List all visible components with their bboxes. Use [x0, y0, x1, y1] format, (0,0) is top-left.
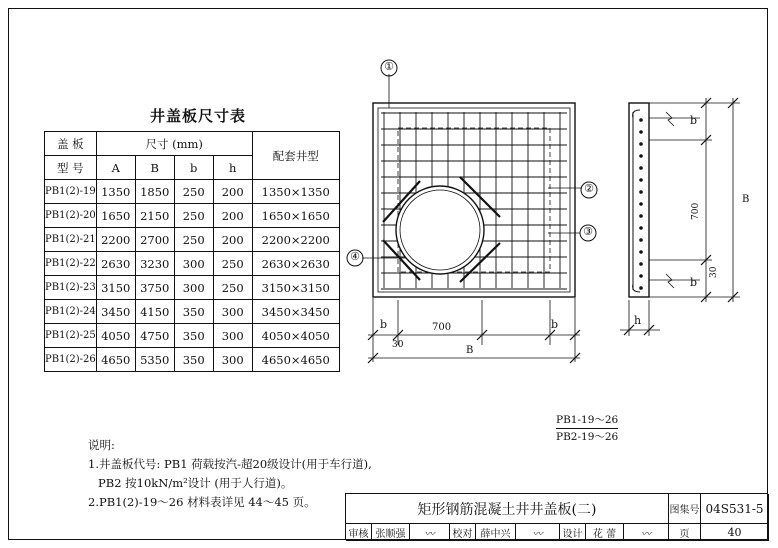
cell-b: 350 [174, 300, 213, 324]
notes-item-1: 1.井盖板代号: PB1 荷载按汽-超20级设计(用于车行道), [88, 457, 372, 471]
cell-h: 200 [213, 204, 252, 228]
cell-b: 300 [174, 276, 213, 300]
cell-h: 300 [213, 348, 252, 372]
section-dim-h: h [634, 314, 642, 327]
cell-h: 200 [213, 180, 252, 204]
cell-code: PB1(2)-19 [45, 180, 97, 204]
caption-line-1: PB1-19～26 [556, 412, 618, 429]
table-title: 井盖板尺寸表 [150, 107, 247, 125]
cell-well: 3450×3450 [252, 300, 339, 324]
marker-4: ④ [350, 250, 360, 263]
dim-b-left: b [380, 318, 388, 331]
cell-well: 4650×4650 [252, 348, 339, 372]
header-dim-group: 尺寸 (mm) [96, 132, 252, 156]
cell-code: PB1(2)-24 [45, 300, 97, 324]
section-dim-30: 30 [709, 266, 719, 278]
cell-h: 200 [213, 228, 252, 252]
header-col-h: h [213, 156, 252, 180]
cell-b: 350 [174, 324, 213, 348]
cell-code: PB1(2)-26 [45, 348, 97, 372]
cell-h: 250 [213, 276, 252, 300]
page-number: 40 [701, 524, 769, 541]
header-code: 盖 板 [45, 132, 97, 156]
header-code-2: 型 号 [45, 156, 97, 180]
marker-3: ③ [583, 225, 593, 238]
section-dim-b-top: b [690, 114, 698, 127]
cell-A: 1650 [96, 204, 135, 228]
caption-line-2: PB2-19～26 [556, 431, 619, 443]
checker: 薛中兴 [476, 524, 516, 541]
cell-h: 300 [213, 324, 252, 348]
notes-item-1b: PB2 按10kN/m²设计 (用于人行道)。 [98, 476, 293, 490]
cell-code: PB1(2)-25 [45, 324, 97, 348]
designer-signature: 〰 [624, 524, 669, 541]
cell-b: 300 [174, 252, 213, 276]
page-label: 页 [669, 524, 701, 541]
cell-well: 2200×2200 [252, 228, 339, 252]
cell-well: 3150×3150 [252, 276, 339, 300]
cell-B: 3750 [135, 276, 174, 300]
cell-code: PB1(2)-23 [45, 276, 97, 300]
reviewer: 张顺强 [372, 524, 410, 541]
marker-2: ② [584, 182, 594, 195]
design-label: 设计 [560, 524, 586, 541]
drawing-caption [556, 412, 618, 444]
cell-B: 5350 [135, 348, 174, 372]
cell-B: 4150 [135, 300, 174, 324]
cell-b: 250 [174, 204, 213, 228]
cell-A: 1350 [96, 180, 135, 204]
cell-well: 4050×4050 [252, 324, 339, 348]
cell-h: 300 [213, 300, 252, 324]
cell-A: 4050 [96, 324, 135, 348]
cell-B: 2150 [135, 204, 174, 228]
dim-B: B [466, 345, 474, 356]
section-view [620, 98, 740, 336]
header-col-B: B [135, 156, 174, 180]
cell-b: 250 [174, 180, 213, 204]
cell-b: 250 [174, 228, 213, 252]
header-matching: 配套井型 [252, 132, 339, 180]
cell-A: 3450 [96, 300, 135, 324]
cell-A: 3150 [96, 276, 135, 300]
designer: 花 蕾 [586, 524, 624, 541]
marker-1: ① [384, 60, 394, 73]
cell-well: 1350×1350 [252, 180, 339, 204]
notes [88, 436, 372, 512]
cell-well: 2630×2630 [252, 252, 339, 276]
cell-A: 2630 [96, 252, 135, 276]
atlas-number: 04S531-5 [701, 494, 769, 524]
plan-dimensions [368, 298, 580, 363]
header-col-A: A [96, 156, 135, 180]
header-col-b: b [174, 156, 213, 180]
checker-signature: 〰 [516, 524, 560, 541]
title-block [345, 493, 768, 540]
drawing-title: 矩形钢筋混凝土井井盖板(二) [346, 494, 669, 524]
section-dim-B: B [742, 194, 750, 205]
section-dim-b-bottom: b [690, 276, 698, 289]
cell-B: 1850 [135, 180, 174, 204]
cell-B: 4750 [135, 324, 174, 348]
cell-A: 2200 [96, 228, 135, 252]
reviewer-signature: 〰 [410, 524, 450, 541]
cell-b: 350 [174, 348, 213, 372]
notes-heading: 说明: [88, 438, 115, 452]
cell-code: PB1(2)-22 [45, 252, 97, 276]
review-label: 审核 [346, 524, 372, 541]
notes-item-2: 2.PB1(2)-19～26 材料表详见 44～45 页。 [88, 495, 316, 509]
dim-700: 700 [432, 322, 452, 333]
cell-A: 4650 [96, 348, 135, 372]
plan-opening-inner [400, 190, 480, 270]
cell-h: 250 [213, 252, 252, 276]
check-label: 校对 [450, 524, 476, 541]
dim-30: 30 [392, 340, 404, 350]
section-dim-700: 700 [691, 202, 701, 220]
atlas-label: 图集号 [669, 494, 701, 524]
cell-well: 1650×1650 [252, 204, 339, 228]
cell-code: PB1(2)-21 [45, 228, 97, 252]
cell-code: PB1(2)-20 [45, 204, 97, 228]
cell-B: 2700 [135, 228, 174, 252]
cell-B: 3230 [135, 252, 174, 276]
dim-b-right: b [551, 318, 559, 331]
